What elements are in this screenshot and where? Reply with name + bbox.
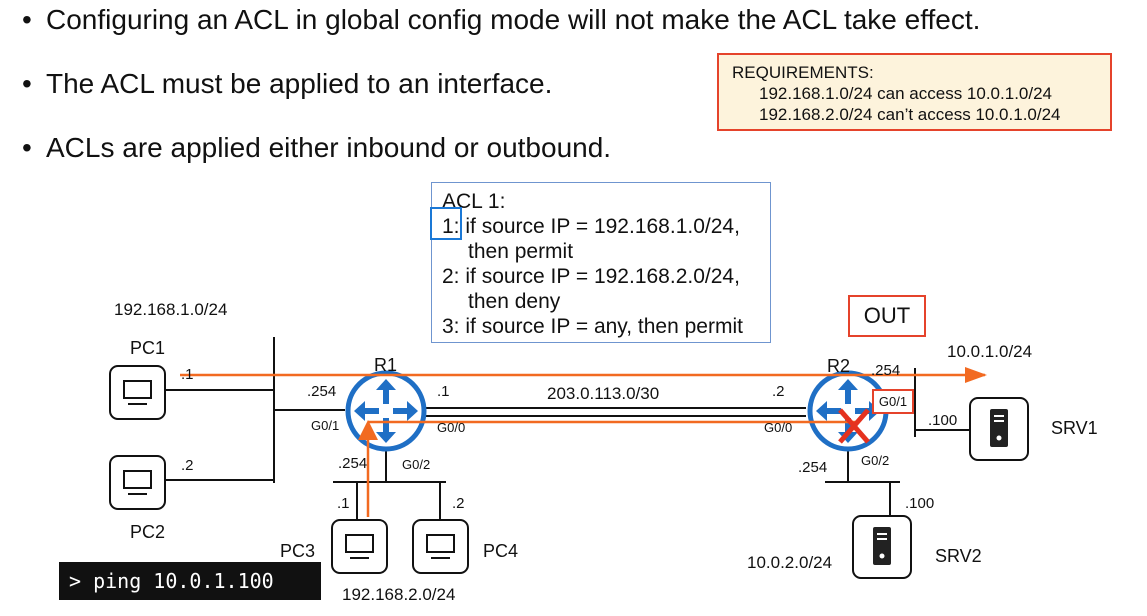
r1-g01-ip: .254: [307, 383, 337, 400]
srv1-net-label: 10.0.1.0/24: [947, 342, 1033, 361]
requirements-title: REQUIREMENTS:: [732, 63, 874, 82]
srv2-label: SRV2: [935, 546, 982, 566]
acl-rule-3: 3: if source IP = any, then permit: [442, 315, 743, 338]
net1-label: 192.168.1.0/24: [114, 300, 228, 319]
acl-rule-2-action: then deny: [468, 290, 561, 313]
bullet-1: • Configuring an ACL in global config mode will not make the ACL take effect.: [22, 4, 981, 35]
r1-g02-if: G0/2: [402, 457, 431, 472]
pc3[interactable]: [332, 520, 387, 573]
r2-g02-ip: .254: [798, 459, 828, 476]
bullet-3: • ACLs are applied either inbound or outbound.: [22, 132, 612, 163]
pc2-label: PC2: [130, 522, 166, 542]
r1-g01-if: G0/1: [311, 418, 340, 433]
acl-rule-2: 2: if source IP = 192.168.2.0/24,: [442, 265, 740, 288]
r2-g02-if: G0/2: [861, 453, 890, 468]
acl-rule-1-action: then permit: [468, 240, 574, 263]
r1-g02-ip: .254: [338, 455, 368, 472]
r2-label: R2: [827, 356, 851, 376]
net2-label: 192.168.2.0/24: [342, 585, 456, 604]
r1-g00-if: G0/0: [437, 420, 466, 435]
direction-out-label: OUT: [848, 295, 926, 337]
acl-rule-1: 1: if source IP = 192.168.1.0/24,: [442, 215, 740, 238]
srv1[interactable]: [970, 398, 1028, 460]
pc4-label: PC4: [483, 541, 519, 561]
bullet-2: • The ACL must be applied to an interface.: [22, 68, 553, 99]
srv2-ip: .100: [905, 495, 935, 512]
pc4-ip: .2: [452, 495, 465, 512]
r1-g00-ip: .1: [437, 383, 450, 400]
srv2[interactable]: [853, 516, 911, 578]
requirement-line: 192.168.2.0/24 can’t access 10.0.1.0/24: [759, 105, 1061, 124]
pc2[interactable]: [110, 456, 165, 509]
acl-title: ACL 1:: [442, 190, 506, 213]
srv1-label: SRV1: [1051, 418, 1098, 438]
r2-g01-ip: .254: [871, 362, 901, 379]
srv1-ip: .100: [928, 412, 958, 429]
r2-g00-if: G0/0: [764, 420, 793, 435]
r1-label: R1: [374, 355, 398, 375]
pc1-label: PC1: [130, 338, 166, 358]
r2-g01-interface-label: G0/1: [872, 389, 914, 414]
requirement-line: 192.168.1.0/24 can access 10.0.1.0/24: [759, 84, 1053, 103]
srv2-net-label: 10.0.2.0/24: [747, 553, 833, 572]
r2-g00-ip: .2: [772, 383, 785, 400]
pc2-ip: .2: [181, 457, 194, 474]
current-rule-highlight: [430, 207, 462, 240]
pc1-ip: .1: [181, 366, 194, 383]
acl-box: [431, 182, 771, 343]
ping-command: > ping 10.0.1.100: [59, 562, 321, 600]
server-icon: [873, 527, 891, 565]
server-icon: [990, 409, 1008, 447]
pc3-label: PC3: [280, 541, 316, 561]
wan-net-label: 203.0.113.0/30: [547, 384, 660, 403]
pc3-ip: .1: [337, 495, 350, 512]
pc1[interactable]: [110, 366, 165, 419]
pc4[interactable]: [413, 520, 468, 573]
